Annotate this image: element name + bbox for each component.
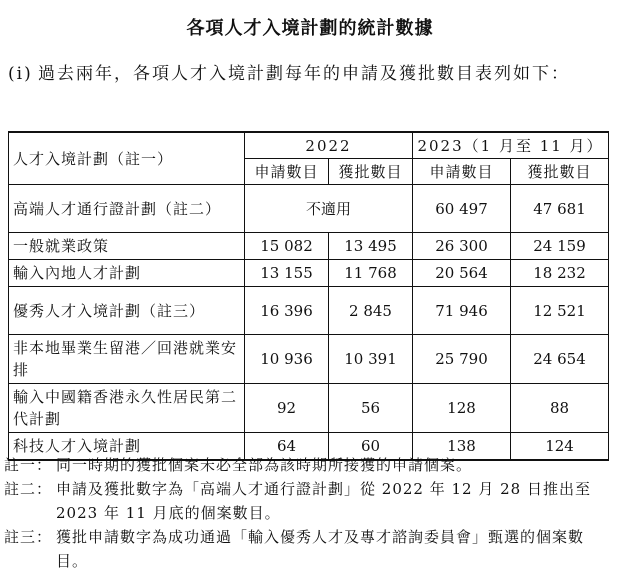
scheme-column-header: 人才入境計劃（註一）: [9, 132, 245, 185]
approved-2023: 18 232: [511, 260, 609, 287]
footnote-text: 獲批申請數字為成功通過「輸入優秀人才及專才諮詢委員會」甄選的個案數目。: [56, 528, 585, 570]
year-2023-header: 2023（1 月至 11 月）: [413, 132, 609, 159]
applied-2023: 60 497: [413, 185, 511, 233]
approved-2022: 10 391: [329, 335, 413, 384]
footnote-text: 申請及獲批數字為「高端人才通行證計劃」從 2022 年 12 月 28 日推出至 2023 年 11 月底的個案數目。: [56, 480, 591, 522]
col-applied-2022: 申請數目: [245, 159, 329, 185]
scheme-name: 一般就業政策: [9, 233, 245, 260]
approved-2022: 2 845: [329, 287, 413, 335]
page-title: 各項人才入境計劃的統計數據: [186, 18, 434, 39]
table-row: [9, 335, 609, 384]
footnote-2: [4, 477, 614, 525]
col-applied-2023: 申請數目: [413, 159, 511, 185]
approved-2023: 88: [511, 384, 609, 433]
scheme-name: 科技人才入境計劃: [9, 433, 245, 461]
footnote-1: [4, 453, 614, 477]
approved-2022: 56: [329, 384, 413, 433]
footnotes: [4, 453, 614, 573]
footnote-label: 註三：: [4, 528, 53, 546]
not-applicable-cell: 不適用: [245, 185, 413, 233]
approved-2022: 13 495: [329, 233, 413, 260]
approved-2023: 124: [511, 433, 609, 461]
applied-2022: 16 396: [245, 287, 329, 335]
intro-item-marker: (i): [8, 64, 33, 84]
table-row: [9, 233, 609, 260]
table-row: [9, 287, 609, 335]
applied-2023: 128: [413, 384, 511, 433]
applied-2022: 13 155: [245, 260, 329, 287]
applied-2022: 92: [245, 384, 329, 433]
approved-2023: 24 159: [511, 233, 609, 260]
year-2022-header: 2022: [245, 132, 413, 159]
scheme-name: 非本地畢業生留港／回港就業安排: [9, 335, 245, 384]
intro-text: 過去兩年，各項人才入境計劃每年的申請及獲批數目表列如下：: [38, 64, 570, 84]
approved-2023: 12 521: [511, 287, 609, 335]
scheme-name: 輸入內地人才計劃: [9, 260, 245, 287]
table-row: [9, 260, 609, 287]
statistics-table: [8, 131, 609, 461]
table-row: [9, 384, 609, 433]
applied-2023: 138: [413, 433, 511, 461]
footnote-text: 同一時期的獲批個案未必全部為該時期所接獲的申請個案。: [56, 456, 473, 474]
footnote-label: 註二：: [4, 480, 53, 498]
applied-2022: 10 936: [245, 335, 329, 384]
intro-paragraph: [8, 62, 608, 86]
table-row: [9, 185, 609, 233]
scheme-name: 輸入中國籍香港永久性居民第二代計劃: [9, 384, 245, 433]
applied-2023: 25 790: [413, 335, 511, 384]
applied-2023: 26 300: [413, 233, 511, 260]
footnote-3: [4, 525, 614, 573]
approved-2023: 24 654: [511, 335, 609, 384]
scheme-name: 高端人才通行證計劃（註二）: [9, 185, 245, 233]
approved-2023: 47 681: [511, 185, 609, 233]
col-approved-2023: 獲批數目: [511, 159, 609, 185]
footnote-label: 註一：: [4, 456, 53, 474]
applied-2023: 71 946: [413, 287, 511, 335]
approved-2022: 60: [329, 433, 413, 461]
applied-2022: 15 082: [245, 233, 329, 260]
col-approved-2022: 獲批數目: [329, 159, 413, 185]
approved-2022: 11 768: [329, 260, 413, 287]
applied-2022: 64: [245, 433, 329, 461]
scheme-name: 優秀人才入境計劃（註三）: [9, 287, 245, 335]
applied-2023: 20 564: [413, 260, 511, 287]
